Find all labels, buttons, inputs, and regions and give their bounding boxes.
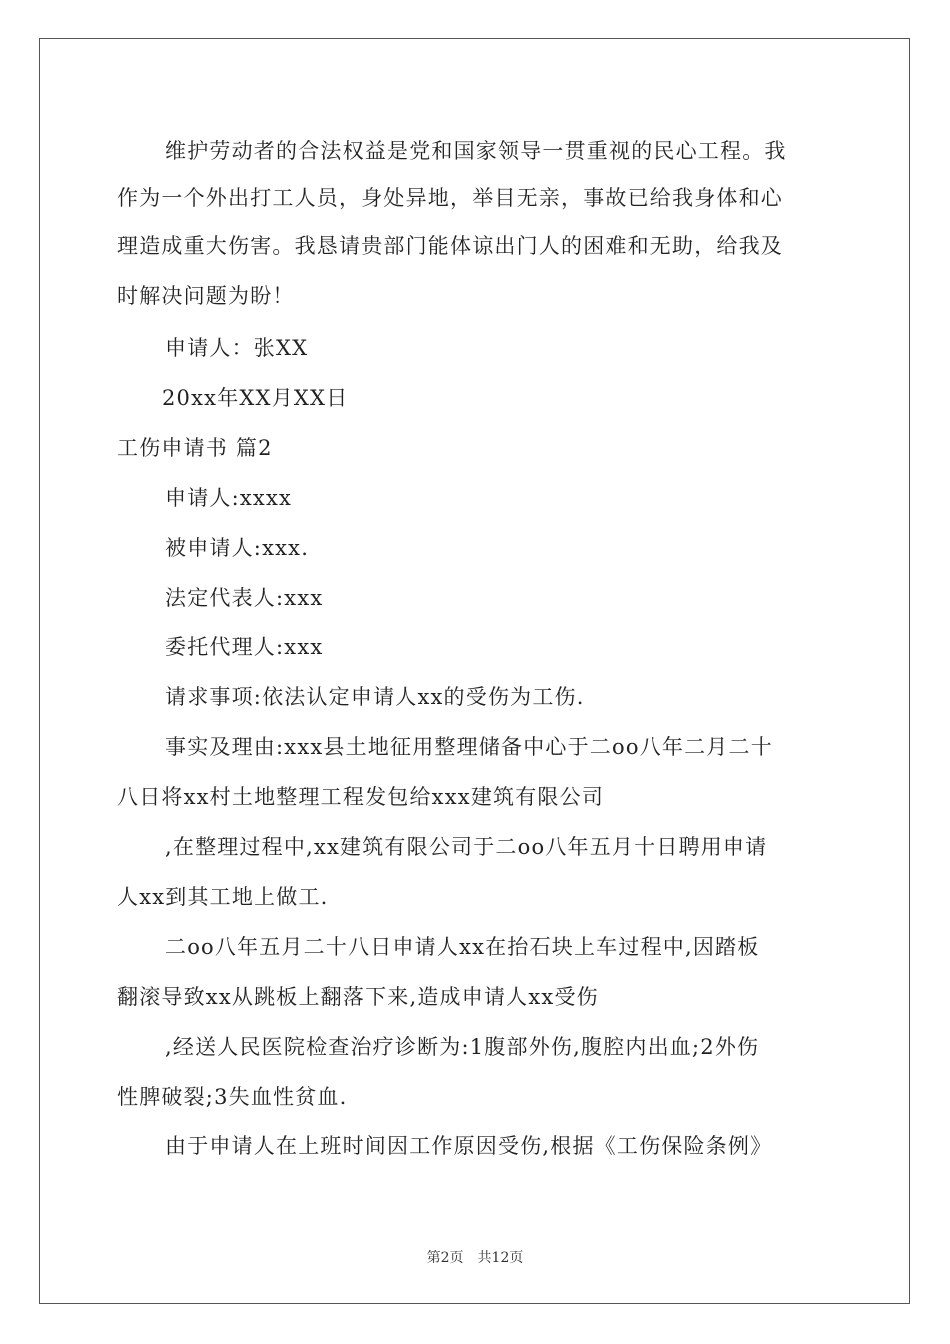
paragraph-line: 维护劳动者的合法权益是党和国家领导一贯重视的民心工程。我: [165, 139, 787, 163]
paragraph-line: 由于申请人在上班时间因工作原因受伤,根据《工伤保险条例》: [165, 1134, 773, 1158]
request-items: 请求事项:依法认定申请人xx的受伤为工伤.: [165, 685, 585, 709]
page-total: 共12页: [477, 1250, 524, 1266]
page-footer: [0, 1248, 950, 1268]
paragraph-line: 理造成重大伤害。我恳请贵部门能体谅出门人的困难和无助，给我及: [117, 234, 783, 258]
respondent-field: 被申请人:xxx.: [165, 536, 310, 560]
signature-date: 20xx年XX月XX日: [162, 386, 349, 410]
paragraph-line: 性脾破裂;3失血性贫血.: [117, 1085, 348, 1109]
paragraph-line: 时解决问题为盼！: [117, 284, 295, 308]
section-heading: 工伤申请书 篇2: [117, 436, 273, 460]
paragraph-line: 作为一个外出打工人员，身处异地，举目无亲，事故已给我身体和心: [117, 186, 783, 210]
paragraph-line: 事实及理由:xxx县土地征用整理储备中心于二oo八年二月二十: [165, 735, 773, 759]
applicant-field: 申请人:xxxx: [165, 486, 293, 510]
page-border: [39, 38, 910, 1304]
legal-representative-field: 法定代表人:xxx: [165, 586, 324, 610]
paragraph-line: 翻滚导致xx从跳板上翻落下来,造成申请人xx受伤: [117, 985, 599, 1009]
applicant-signature: 申请人：张XX: [165, 336, 309, 360]
paragraph-line: 二oo八年五月二十八日申请人xx在抬石块上车过程中,因踏板: [165, 935, 760, 959]
paragraph-line: ,经送人民医院检查治疗诊断为:1腹部外伤,腹腔内出血;2外伤: [165, 1035, 760, 1059]
agent-field: 委托代理人:xxx: [165, 635, 324, 659]
page-number: 第2页: [426, 1250, 464, 1266]
paragraph-line: 八日将xx村土地整理工程发包给xxx建筑有限公司: [117, 785, 605, 809]
paragraph-line: 人xx到其工地上做工.: [117, 885, 329, 909]
paragraph-line: ,在整理过程中,xx建筑有限公司于二oo八年五月十日聘用申请: [165, 835, 768, 859]
